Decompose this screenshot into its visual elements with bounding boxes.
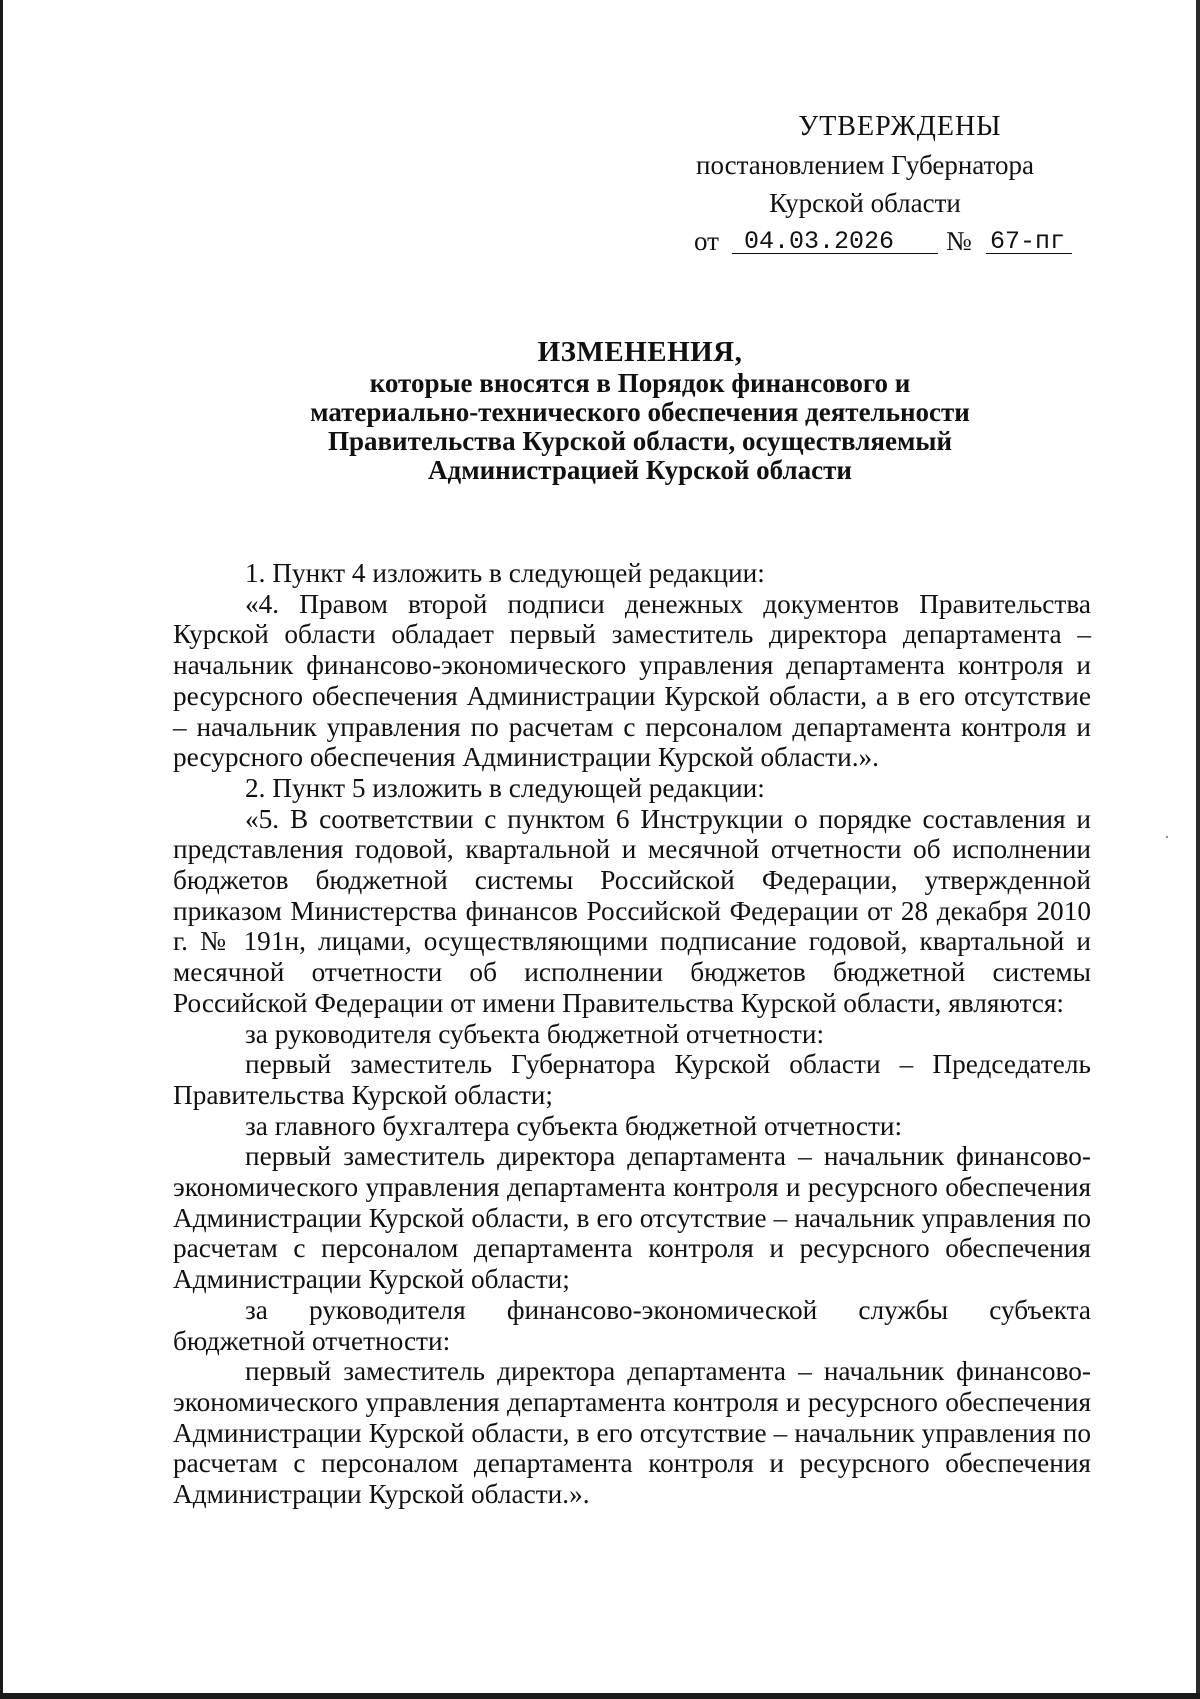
heading-subtitle-line: Администрацией Курской области bbox=[428, 455, 852, 485]
scan-border-bottom bbox=[0, 1693, 1200, 1699]
paragraph-chief-accountant: первый заместитель директора департамента – начальник финансово-экономического управления департамента контроля и ресурсного обеспечения Администрации Курской области, в его отсутствие – начальник управления по расчетам с персоналом департамента контроля и ресурсного обеспечения Администрации Курской области; bbox=[173, 1141, 1091, 1295]
heading-subtitle-line: материально-технического обеспечения деятельности bbox=[310, 397, 970, 427]
paragraph-head-of-entity-label: за руководителя субъекта бюджетной отчетности: bbox=[245, 1018, 825, 1049]
paragraph-clause-5-text: «5. В соответствии с пунктом 6 Инструкции о порядке составления и представления годовой, квартальной и месячной отчетности об исполнении бюджетов бюджетной системы Российской Федерации, утвержденной приказом Министерства финансов Российской Федерации от 28 декабря 2010 г. № 191н, лицами, осуществляющими подписание годовой, квартальной и месячной отчетности об исполнении бюджетов бюджетной системы Российской Федерации от имени Правительства Курской области, являются: bbox=[173, 803, 1091, 1018]
heading-subtitle-line: которые вносятся в Порядок финансового и bbox=[369, 368, 911, 398]
paragraph-item-1: 1. Пункт 4 изложить в следующей редакции: bbox=[245, 558, 765, 588]
paragraph-clause-4-text: «4. Правом второй подписи денежных документов Правительства Курской области обладает первый заместитель директора департамента – начальник финансово-экономического управления департамента контроля и ресурсного обеспечения Администрации Курской области, а в его отсутствие – начальник управления по расчетам с персоналом департамента контроля и ресурсного обеспечения Администрации Курской области.». bbox=[173, 588, 1091, 773]
paragraph-finance-head-label: за руководителя финансово-экономической службы субъекта бюджетной отчетности: bbox=[173, 1294, 1091, 1356]
decree-date: 04.03.2026 bbox=[744, 227, 895, 256]
number-prefix: № bbox=[946, 226, 972, 256]
document-body bbox=[173, 558, 1091, 1510]
paragraph-chief-accountant-label: за главного бухгалтера субъекта бюджетной отчетности: bbox=[245, 1110, 903, 1141]
heading-subtitle-line: Правительства Курской области, осуществляемый bbox=[327, 426, 953, 456]
approval-line-region: Курской области bbox=[769, 188, 961, 218]
date-prefix: от bbox=[694, 226, 719, 256]
scan-border-right bbox=[1196, 0, 1200, 1699]
paragraph-finance-head: первый заместитель директора департамента – начальник финансово-экономического управления департамента контроля и ресурсного обеспечения Администрации Курской области, в его отсутствие – начальник управления по расчетам с персоналом департамента контроля и ресурсного обеспечения Администрации Курской области.». bbox=[173, 1356, 1091, 1510]
paragraph-item-2: 2. Пункт 5 изложить в следующей редакции: bbox=[245, 772, 765, 803]
decree-number: 67-пг bbox=[990, 227, 1066, 256]
scan-speck bbox=[1166, 836, 1168, 838]
heading-title: ИЗМЕНЕНИЯ, bbox=[537, 336, 743, 368]
scan-border-left bbox=[0, 0, 3, 1699]
document-heading bbox=[180, 338, 1100, 485]
approval-line-decree: постановлением Губернатора bbox=[696, 150, 1034, 180]
approval-stamp-block bbox=[690, 108, 1090, 260]
approval-date-number-line bbox=[690, 222, 1090, 260]
decree-date-field bbox=[732, 222, 938, 254]
paragraph-head-of-entity: первый заместитель Губернатора Курской области – Председатель Правительства Курской области; bbox=[173, 1049, 1091, 1110]
approval-title: УТВЕРЖДЕНЫ bbox=[798, 111, 1002, 142]
decree-number-field bbox=[986, 222, 1072, 254]
